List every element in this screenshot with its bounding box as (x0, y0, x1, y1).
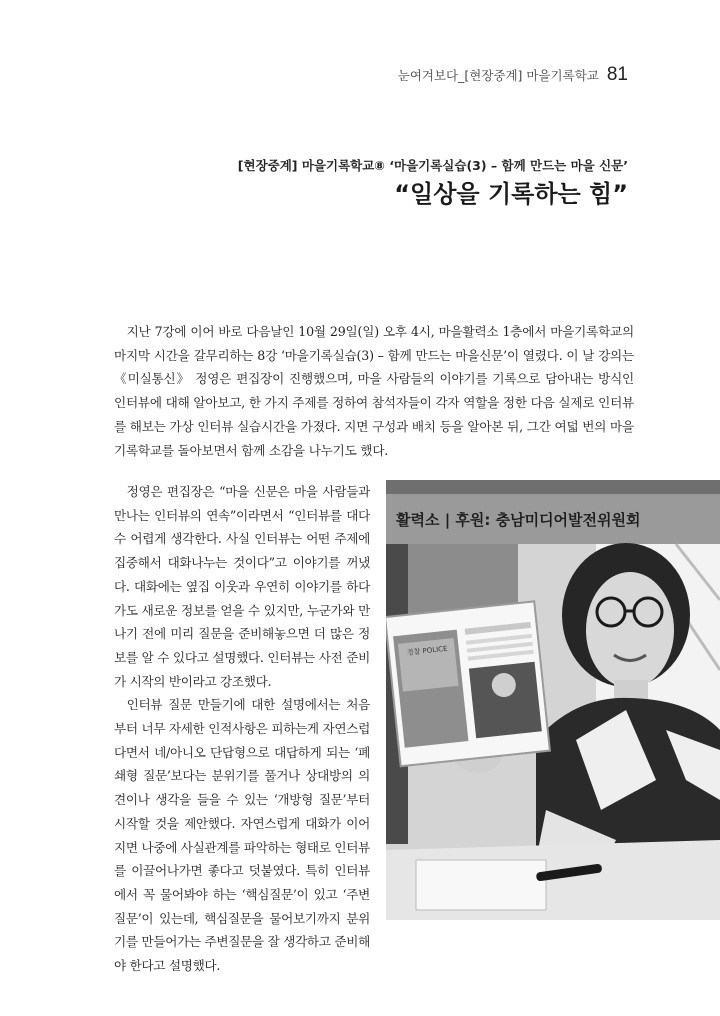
lead-paragraph: 지난 7강에 이어 바로 다음날인 10월 29일(일) 오후 4시, 마을활력소 1층에서 마을기록학교의 마지막 시간을 갈무리하는 8강 ‘마을기록실습(3) – 함께 만드는 마을신문’이 열렸다. 이 날 강의는 《미실통신》 정영은 편집장이 진행했으며, 마을 사람들의 이야기를 기록으로 담아내는 방식인 인터뷰에 대해 알아보고, 한 가지 주제를 정하여 참석자들이 각자 역할을 정한 다음 실제로 인터뷰를 해보는 가상 인터뷰 실습시간을 가졌다. 지면 구성과 배치 등을 알아본 뒤, 그간 여덟 번의 마을기록학교를 돌아보면서 함께 소감을 나누기도 했다. (114, 324, 634, 458)
running-header (398, 64, 628, 86)
page-number: 81 (606, 64, 628, 85)
body-column (114, 480, 370, 978)
booklet-sign: 경찰 POLICE (406, 644, 448, 657)
article-title: “일상을 기록하는 힘” (394, 180, 628, 208)
photo-illustration (386, 480, 720, 920)
article-photo (386, 480, 720, 920)
person-face (586, 572, 674, 688)
banner-text: 활력소 | 후원: 충남미디어발전위원회 (396, 511, 641, 529)
body-paragraph-2: 인터뷰 질문 만들기에 대한 설명에서는 처음부터 너무 자세한 인적사항은 피하는게 자연스럽다면서 네/아니오 단답형으로 대답하게 되는 ‘폐쇄형 질문’보다는 분위기를 풀거나 상대방의 의견이나 생각을 들을 수 있는 ‘개방형 질문’부터 시작할 것을 제안했다. 자연스럽게 대화가 이어지면 나중에 사실관계를 파악하는 형태로 인터뷰를 이끌어나가면 좋다고 덧붙였다. 특히 인터뷰에서 꼭 물어봐야 하는 ‘핵심질문’이 있고 ‘주변질문’이 있는데, 핵심질문을 물어보기까지 분위기를 만들어가는 주변질문을 잘 생각하고 준비해야 한다고 설명했다. (114, 697, 370, 974)
body-paragraph-1: 정영은 편집장은 “마을 신문은 마을 사람들과 만나는 인터뷰의 연속”이라면서 “인터뷰를 대다수 어렵게 생각한다. 사실 인터뷰는 어떤 주제에 집중해서 대화나누는 것이다”고 이야기를 꺼냈다. 대화에는 옆집 이웃과 우연히 이야기를 하다가도 새로운 정보를 얻을 수 있지만, 누군가와 만나기 전에 미리 질문을 준비해놓으면 더 많은 정보를 알 수 있다고 설명했다. 인터뷰는 사전 준비가 시작의 반이라고 강조했다. (114, 484, 370, 689)
article-kicker: [현장중계] 마을기록학교⑧ ‘마을기록실습(3) – 함께 만드는 마을 신문’ (237, 158, 628, 173)
running-title: 눈여겨보다_[현장중계] 마을기록학교 (397, 68, 599, 83)
booklet (386, 601, 550, 766)
